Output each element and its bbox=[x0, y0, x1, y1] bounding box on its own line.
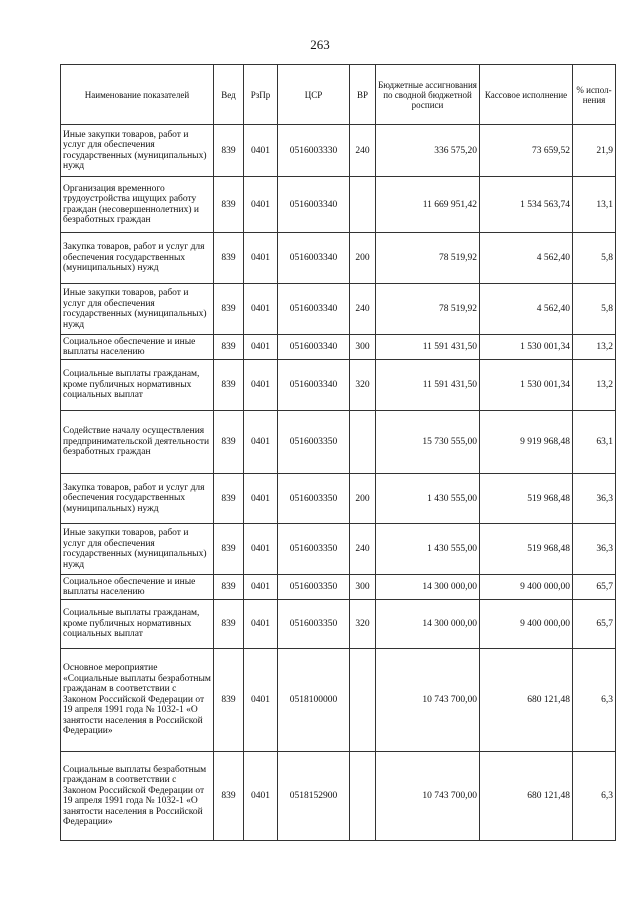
cell-percent: 65,7 bbox=[573, 600, 616, 649]
cell-csr: 0516003350 bbox=[278, 474, 350, 524]
cell-name: Иные закупки товаров, работ и услуг для обеспечения государственных (муниципальных) нужд bbox=[61, 284, 214, 335]
cell-vr bbox=[350, 752, 376, 841]
cell-rzpr: 0401 bbox=[244, 600, 278, 649]
cell-csr: 0516003350 bbox=[278, 524, 350, 575]
cell-ved: 839 bbox=[214, 360, 244, 411]
cell-rzpr: 0401 bbox=[244, 233, 278, 284]
cell-vr: 300 bbox=[350, 335, 376, 360]
cell-vr bbox=[350, 649, 376, 752]
cell-cash: 4 562,40 bbox=[480, 233, 573, 284]
cell-csr: 0516003340 bbox=[278, 177, 350, 233]
cell-csr: 0516003350 bbox=[278, 600, 350, 649]
cell-name: Социальные выплаты гражданам, кроме публичных нормативных социальных выплат bbox=[61, 360, 214, 411]
cell-percent: 6,3 bbox=[573, 752, 616, 841]
cell-vr: 200 bbox=[350, 474, 376, 524]
cell-ved: 839 bbox=[214, 335, 244, 360]
cell-rzpr: 0401 bbox=[244, 649, 278, 752]
cell-percent: 13,1 bbox=[573, 177, 616, 233]
cell-csr: 0518100000 bbox=[278, 649, 350, 752]
table-row bbox=[61, 284, 616, 335]
cell-cash: 9 919 968,48 bbox=[480, 411, 573, 474]
table-row bbox=[61, 335, 616, 360]
cell-ved: 839 bbox=[214, 177, 244, 233]
cell-ved: 839 bbox=[214, 284, 244, 335]
cell-cash: 1 534 563,74 bbox=[480, 177, 573, 233]
header-ved: Вед bbox=[214, 65, 244, 125]
cell-assigned: 14 300 000,00 bbox=[376, 575, 480, 600]
cell-rzpr: 0401 bbox=[244, 752, 278, 841]
cell-rzpr: 0401 bbox=[244, 177, 278, 233]
cell-ved: 839 bbox=[214, 600, 244, 649]
cell-cash: 4 562,40 bbox=[480, 284, 573, 335]
cell-percent: 36,3 bbox=[573, 524, 616, 575]
cell-cash: 9 400 000,00 bbox=[480, 575, 573, 600]
table-row bbox=[61, 649, 616, 752]
cell-cash: 680 121,48 bbox=[480, 752, 573, 841]
cell-percent: 5,8 bbox=[573, 233, 616, 284]
cell-assigned: 10 743 700,00 bbox=[376, 649, 480, 752]
cell-percent: 13,2 bbox=[573, 360, 616, 411]
cell-assigned: 11 669 951,42 bbox=[376, 177, 480, 233]
cell-csr: 0516003340 bbox=[278, 335, 350, 360]
cell-ved: 839 bbox=[214, 411, 244, 474]
cell-rzpr: 0401 bbox=[244, 575, 278, 600]
header-rzpr: РзПр bbox=[244, 65, 278, 125]
cell-assigned: 14 300 000,00 bbox=[376, 600, 480, 649]
cell-vr bbox=[350, 411, 376, 474]
cell-cash: 73 659,52 bbox=[480, 125, 573, 177]
header-assigned: Бюджетные ассигнования по сводной бюджетной росписи bbox=[376, 65, 480, 125]
cell-ved: 839 bbox=[214, 524, 244, 575]
cell-assigned: 336 575,20 bbox=[376, 125, 480, 177]
table-row bbox=[61, 600, 616, 649]
cell-cash: 519 968,48 bbox=[480, 474, 573, 524]
table-row bbox=[61, 752, 616, 841]
header-vr: ВР bbox=[350, 65, 376, 125]
cell-rzpr: 0401 bbox=[244, 125, 278, 177]
table-row bbox=[61, 125, 616, 177]
cell-cash: 9 400 000,00 bbox=[480, 600, 573, 649]
cell-name: Содействие началу осуществления предпринимательской деятельности безработных граждан bbox=[61, 411, 214, 474]
cell-name: Иные закупки товаров, работ и услуг для обеспечения государственных (муниципальных) нужд bbox=[61, 524, 214, 575]
table-row bbox=[61, 474, 616, 524]
cell-percent: 65,7 bbox=[573, 575, 616, 600]
header-percent: % испол-нения bbox=[573, 65, 616, 125]
cell-name: Иные закупки товаров, работ и услуг для обеспечения государственных (муниципальных) нужд bbox=[61, 125, 214, 177]
cell-csr: 0516003340 bbox=[278, 284, 350, 335]
header-name: Наименование показателей bbox=[61, 65, 214, 125]
cell-rzpr: 0401 bbox=[244, 474, 278, 524]
cell-percent: 21,9 bbox=[573, 125, 616, 177]
cell-rzpr: 0401 bbox=[244, 411, 278, 474]
cell-vr: 320 bbox=[350, 600, 376, 649]
cell-name: Организация временного трудоустройства ищущих работу граждан (несовершеннолетних) и безработных граждан bbox=[61, 177, 214, 233]
cell-assigned: 10 743 700,00 bbox=[376, 752, 480, 841]
cell-csr: 0516003350 bbox=[278, 411, 350, 474]
cell-percent: 13,2 bbox=[573, 335, 616, 360]
cell-vr: 240 bbox=[350, 284, 376, 335]
header-cash: Кассовое исполнение bbox=[480, 65, 573, 125]
header-csr: ЦСР bbox=[278, 65, 350, 125]
cell-name: Социальные выплаты гражданам, кроме публичных нормативных социальных выплат bbox=[61, 600, 214, 649]
cell-rzpr: 0401 bbox=[244, 284, 278, 335]
cell-csr: 0518152900 bbox=[278, 752, 350, 841]
cell-rzpr: 0401 bbox=[244, 360, 278, 411]
cell-vr: 240 bbox=[350, 524, 376, 575]
cell-assigned: 1 430 555,00 bbox=[376, 474, 480, 524]
cell-ved: 839 bbox=[214, 575, 244, 600]
cell-name: Социальное обеспечение и иные выплаты населению bbox=[61, 335, 214, 360]
cell-assigned: 1 430 555,00 bbox=[376, 524, 480, 575]
cell-ved: 839 bbox=[214, 233, 244, 284]
cell-assigned: 15 730 555,00 bbox=[376, 411, 480, 474]
cell-percent: 63,1 bbox=[573, 411, 616, 474]
cell-name: Социальное обеспечение и иные выплаты населению bbox=[61, 575, 214, 600]
cell-vr bbox=[350, 177, 376, 233]
cell-rzpr: 0401 bbox=[244, 335, 278, 360]
cell-csr: 0516003330 bbox=[278, 125, 350, 177]
cell-percent: 6,3 bbox=[573, 649, 616, 752]
cell-ved: 839 bbox=[214, 752, 244, 841]
cell-assigned: 78 519,92 bbox=[376, 233, 480, 284]
cell-assigned: 78 519,92 bbox=[376, 284, 480, 335]
cell-ved: 839 bbox=[214, 125, 244, 177]
cell-name: Основное мероприятие «Социальные выплаты безработным гражданам в соответствии с Законом Российской Федерации от 19 апреля 1991 года № 1032-1 «О занятости населения в Российской Федерации» bbox=[61, 649, 214, 752]
cell-cash: 1 530 001,34 bbox=[480, 360, 573, 411]
cell-csr: 0516003340 bbox=[278, 233, 350, 284]
budget-execution-table bbox=[60, 64, 616, 841]
cell-name: Закупка товаров, работ и услуг для обеспечения государственных (муниципальных) нужд bbox=[61, 233, 214, 284]
table-row bbox=[61, 411, 616, 474]
cell-csr: 0516003350 bbox=[278, 575, 350, 600]
table-row bbox=[61, 524, 616, 575]
cell-vr: 200 bbox=[350, 233, 376, 284]
cell-name: Социальные выплаты безработным гражданам в соответствии с Законом Российской Федерации от 19 апреля 1991 года № 1032-1 «О занятости населения в Российской Федерации» bbox=[61, 752, 214, 841]
table-row bbox=[61, 233, 616, 284]
cell-ved: 839 bbox=[214, 474, 244, 524]
cell-ved: 839 bbox=[214, 649, 244, 752]
cell-percent: 36,3 bbox=[573, 474, 616, 524]
cell-cash: 519 968,48 bbox=[480, 524, 573, 575]
page-number: 263 bbox=[310, 37, 330, 52]
cell-vr: 300 bbox=[350, 575, 376, 600]
cell-csr: 0516003340 bbox=[278, 360, 350, 411]
cell-rzpr: 0401 bbox=[244, 524, 278, 575]
table-row bbox=[61, 177, 616, 233]
table-header-row bbox=[61, 65, 616, 125]
cell-cash: 680 121,48 bbox=[480, 649, 573, 752]
cell-percent: 5,8 bbox=[573, 284, 616, 335]
cell-name: Закупка товаров, работ и услуг для обеспечения государственных (муниципальных) нужд bbox=[61, 474, 214, 524]
cell-vr: 240 bbox=[350, 125, 376, 177]
cell-assigned: 11 591 431,50 bbox=[376, 335, 480, 360]
cell-cash: 1 530 001,34 bbox=[480, 335, 573, 360]
table-row bbox=[61, 360, 616, 411]
cell-vr: 320 bbox=[350, 360, 376, 411]
cell-assigned: 11 591 431,50 bbox=[376, 360, 480, 411]
table-row bbox=[61, 575, 616, 600]
